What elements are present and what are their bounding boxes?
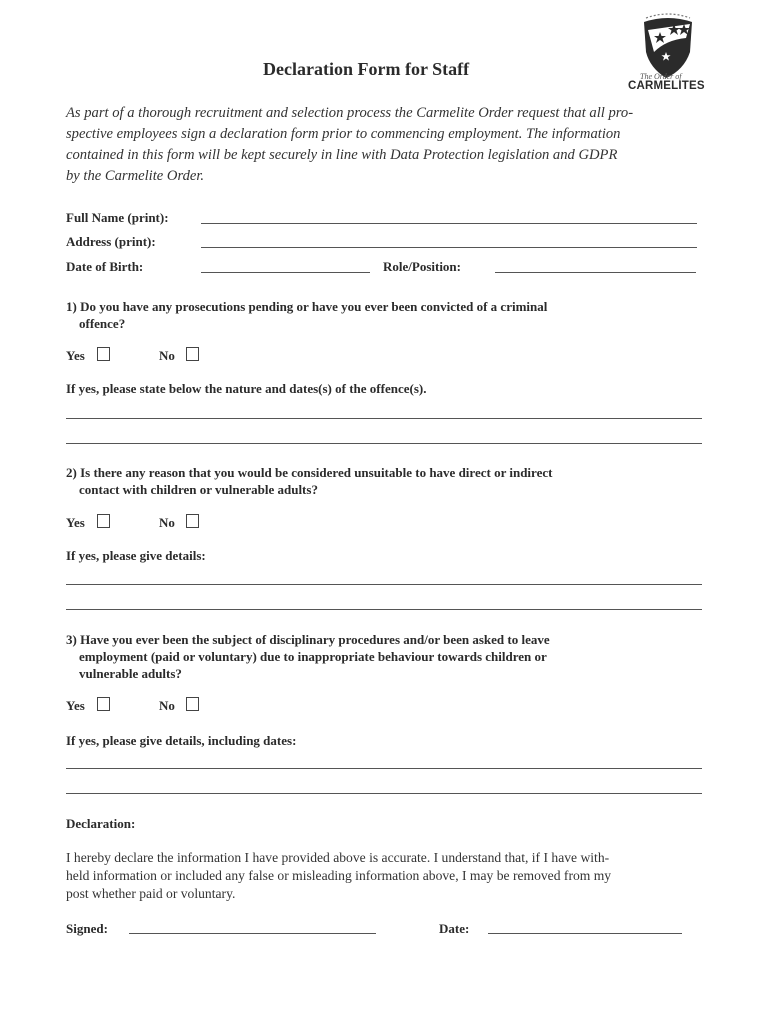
- date-label: Date:: [439, 921, 470, 936]
- q1-yes-checkbox[interactable]: [97, 347, 110, 361]
- role-label: Role/Position:: [383, 259, 461, 274]
- q1-yes-label: Yes: [66, 348, 85, 363]
- q2-answer-line-1[interactable]: [66, 584, 702, 585]
- q3-no-label: No: [159, 698, 175, 713]
- q1-followup: If yes, please state below the nature and dates(s) of the offence(s).: [66, 381, 427, 396]
- address-label: Address (print):: [66, 234, 156, 249]
- q1-answer-line-1[interactable]: [66, 418, 702, 419]
- declaration-heading: Declaration:: [66, 816, 136, 831]
- intro-line: spective employees sign a declaration form prior to commencing employment. The information: [66, 126, 621, 142]
- q2-no-label: No: [159, 515, 175, 530]
- question-line: 1) Do you have any prosecutions pending or have you ever been convicted of a criminal: [66, 299, 548, 314]
- role-field[interactable]: [495, 272, 696, 273]
- q2-yes-label: Yes: [66, 515, 85, 530]
- intro-line: contained in this form will be kept securely in line with Data Protection legislation and GDPR: [66, 147, 618, 163]
- full-name-label: Full Name (print):: [66, 210, 169, 225]
- date-field[interactable]: [488, 933, 682, 934]
- page-title: Declaration Form for Staff: [263, 59, 470, 79]
- q1-no-label: No: [159, 348, 175, 363]
- q2-followup: If yes, please give details:: [66, 548, 206, 563]
- shield-stars-icon: [644, 14, 692, 78]
- dob-field[interactable]: [201, 272, 370, 273]
- q3-no-checkbox[interactable]: [186, 697, 199, 711]
- q3-yes-checkbox[interactable]: [97, 697, 110, 711]
- question-line: 2) Is there any reason that you would be considered unsuitable to have direct or indirect: [66, 465, 553, 480]
- question-line: offence?: [66, 316, 126, 331]
- logo-wordmark: CARMELITES: [628, 80, 705, 92]
- q2-answer-line-2[interactable]: [66, 609, 702, 610]
- declaration-text: [66, 849, 711, 903]
- dob-label: Date of Birth:: [66, 259, 144, 274]
- question-line: 3) Have you ever been the subject of disciplinary procedures and/or been asked to leave: [66, 632, 550, 647]
- question-3: [66, 631, 550, 682]
- intro-paragraph: [66, 103, 708, 187]
- declaration-line: held information or included any false or misleading information above, I may be removed from my: [66, 868, 612, 883]
- q3-followup: If yes, please give details, including dates:: [66, 733, 297, 748]
- signed-label: Signed:: [66, 921, 108, 936]
- q2-no-checkbox[interactable]: [186, 514, 199, 528]
- q3-yes-label: Yes: [66, 698, 85, 713]
- address-field[interactable]: [201, 247, 697, 248]
- q1-answer-line-2[interactable]: [66, 443, 702, 444]
- declaration-line: post whether paid or voluntary.: [66, 886, 236, 901]
- logo-script-text: The Order of: [640, 72, 682, 81]
- declaration-line: I hereby declare the information I have provided above is accurate. I understand that, if I have with-: [66, 850, 610, 865]
- q3-answer-line-2[interactable]: [66, 793, 702, 794]
- q3-answer-line-1[interactable]: [66, 768, 702, 769]
- question-line: employment (paid or voluntary) due to inappropriate behaviour towards children or: [66, 649, 547, 664]
- full-name-field[interactable]: [201, 223, 697, 224]
- intro-line: As part of a thorough recruitment and selection process the Carmelite Order request that all pro-: [66, 105, 634, 121]
- signature-field[interactable]: [129, 933, 376, 934]
- question-line: contact with children or vulnerable adults?: [66, 482, 318, 497]
- intro-line: by the Carmelite Order.: [66, 168, 205, 184]
- q1-no-checkbox[interactable]: [186, 347, 199, 361]
- question-line: vulnerable adults?: [66, 666, 182, 681]
- question-2: [66, 464, 552, 498]
- q2-yes-checkbox[interactable]: [97, 514, 110, 528]
- question-1: [66, 298, 547, 332]
